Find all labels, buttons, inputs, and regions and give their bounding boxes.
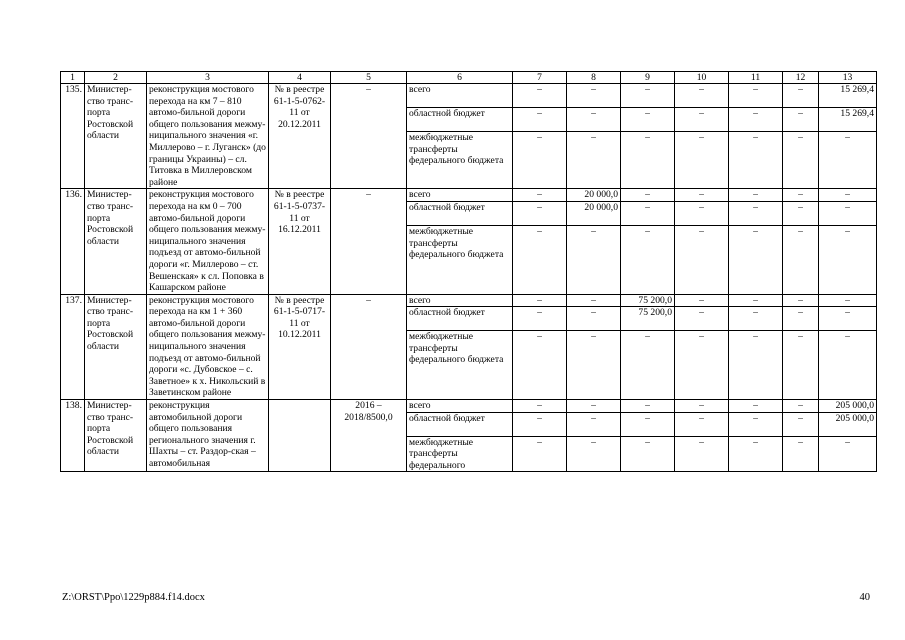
funding-source-label: областной бюджет xyxy=(407,108,513,132)
amount-cell: 75 200,0 xyxy=(621,294,675,307)
funding-source-label: межбюджетные трансферты федерального бюджета xyxy=(407,225,513,294)
amount-cell: – xyxy=(819,201,877,225)
row-registry: № в реестре 61-1-5-0762-11 от 20.12.2011 xyxy=(269,84,331,189)
row-organization: Министер-ство транс-порта Ростовской области xyxy=(85,84,147,189)
row-description: реконструкция автомобильной дороги общего пользования регионального значения г. Шахты – ст. Раздор-ская – автомобильная xyxy=(147,400,269,472)
amount-cell: – xyxy=(729,225,783,294)
amount-cell: – xyxy=(675,84,729,108)
column-header: 4 xyxy=(269,72,331,84)
amount-cell: – xyxy=(675,201,729,225)
column-header: 3 xyxy=(147,72,269,84)
amount-cell: – xyxy=(567,132,621,189)
amount-cell: – xyxy=(621,132,675,189)
amount-cell: – xyxy=(729,400,783,413)
amount-cell: 205 000,0 xyxy=(819,412,877,436)
column-header: 5 xyxy=(331,72,407,84)
amount-cell: – xyxy=(621,84,675,108)
amount-cell: – xyxy=(621,201,675,225)
table-row xyxy=(61,294,877,307)
amount-cell: – xyxy=(729,189,783,202)
amount-cell: 20 000,0 xyxy=(567,201,621,225)
amount-cell: – xyxy=(513,331,567,400)
row-registry: № в реестре 61-1-5-0717-11 от 10.12.2011 xyxy=(269,294,331,399)
funding-source-label: всего xyxy=(407,400,513,413)
amount-cell: 75 200,0 xyxy=(621,307,675,331)
amount-cell: – xyxy=(621,108,675,132)
column-header: 2 xyxy=(85,72,147,84)
funding-source-label: всего xyxy=(407,84,513,108)
row-period: – xyxy=(331,294,407,399)
funding-source-label: областной бюджет xyxy=(407,412,513,436)
amount-cell: – xyxy=(567,108,621,132)
amount-cell: – xyxy=(675,108,729,132)
column-header: 12 xyxy=(783,72,819,84)
amount-cell: – xyxy=(621,331,675,400)
amount-cell: – xyxy=(783,201,819,225)
funding-source-label: межбюджетные трансферты федерального бюджета xyxy=(407,132,513,189)
column-header: 7 xyxy=(513,72,567,84)
amount-cell: – xyxy=(675,400,729,413)
amount-cell: – xyxy=(513,108,567,132)
amount-cell: – xyxy=(819,132,877,189)
amount-cell: – xyxy=(621,412,675,436)
amount-cell: – xyxy=(567,294,621,307)
column-header: 11 xyxy=(729,72,783,84)
amount-cell: – xyxy=(675,436,729,472)
amount-cell: – xyxy=(783,412,819,436)
footer-file-path: Z:\ORST\Ppo\1229p884.f14.docx xyxy=(62,592,205,603)
table-row xyxy=(61,400,877,413)
amount-cell: – xyxy=(819,436,877,472)
amount-cell: – xyxy=(783,294,819,307)
amount-cell: – xyxy=(729,108,783,132)
amount-cell: – xyxy=(729,436,783,472)
amount-cell: – xyxy=(783,189,819,202)
amount-cell: – xyxy=(729,201,783,225)
column-header: 10 xyxy=(675,72,729,84)
row-description: реконструкция мостового перехода на км 0 – 700 автомо-бильной дороги общего пользования межму-ниципального значения подъезд от автомо-бильной дороги «г. Миллерово – ст. Вешенская» к сл. Поповка в Кашарском районе xyxy=(147,189,269,294)
amount-cell: – xyxy=(513,307,567,331)
amount-cell: – xyxy=(567,436,621,472)
amount-cell: – xyxy=(819,294,877,307)
funding-source-label: межбюджетные трансферты федерального бюджета xyxy=(407,331,513,400)
budget-table xyxy=(60,71,877,472)
table-row xyxy=(61,189,877,202)
amount-cell: – xyxy=(729,294,783,307)
amount-cell: – xyxy=(567,84,621,108)
column-header: 9 xyxy=(621,72,675,84)
amount-cell: – xyxy=(567,307,621,331)
footer-page-number: 40 xyxy=(859,592,870,603)
funding-source-label: межбюджетные трансферты федерального xyxy=(407,436,513,472)
amount-cell: – xyxy=(675,412,729,436)
column-header: 13 xyxy=(819,72,877,84)
amount-cell: – xyxy=(819,225,877,294)
row-organization: Министер-ство транс-порта Ростовской области xyxy=(85,294,147,399)
amount-cell: 15 269,4 xyxy=(819,108,877,132)
row-number: 135. xyxy=(61,84,85,189)
amount-cell: – xyxy=(783,132,819,189)
row-number: 138. xyxy=(61,400,85,472)
amount-cell: – xyxy=(675,225,729,294)
amount-cell: – xyxy=(819,189,877,202)
row-period: – xyxy=(331,84,407,189)
funding-source-label: областной бюджет xyxy=(407,201,513,225)
amount-cell: – xyxy=(783,331,819,400)
amount-cell: – xyxy=(621,436,675,472)
amount-cell: – xyxy=(819,331,877,400)
amount-cell: – xyxy=(513,84,567,108)
table-row xyxy=(61,84,877,108)
row-registry: № в реестре 61-1-5-0737-11 от 16.12.2011 xyxy=(269,189,331,294)
amount-cell: – xyxy=(783,84,819,108)
amount-cell: – xyxy=(567,331,621,400)
amount-cell: – xyxy=(675,189,729,202)
row-number: 137. xyxy=(61,294,85,399)
amount-cell: – xyxy=(621,189,675,202)
amount-cell: – xyxy=(513,294,567,307)
column-header: 8 xyxy=(567,72,621,84)
amount-cell: – xyxy=(675,331,729,400)
row-registry xyxy=(269,400,331,472)
row-organization: Министер-ство транс-порта Ростовской области xyxy=(85,400,147,472)
amount-cell: – xyxy=(567,412,621,436)
amount-cell: – xyxy=(783,400,819,413)
amount-cell: – xyxy=(513,412,567,436)
amount-cell: – xyxy=(513,225,567,294)
amount-cell: – xyxy=(783,108,819,132)
row-period: 2016 – 2018/8500,0 xyxy=(331,400,407,472)
row-period: – xyxy=(331,189,407,294)
amount-cell: – xyxy=(783,225,819,294)
amount-cell: – xyxy=(783,307,819,331)
amount-cell: – xyxy=(513,189,567,202)
row-description: реконструкция мостового перехода на км 7 – 810 автомо-бильной дороги общего пользования межму-ниципального значения «г. Миллерово – г. Луганск» (до границы Украины) – сл. Титовка в Миллеровском районе xyxy=(147,84,269,189)
amount-cell: – xyxy=(729,307,783,331)
amount-cell: – xyxy=(729,412,783,436)
amount-cell: – xyxy=(513,201,567,225)
amount-cell: – xyxy=(675,294,729,307)
amount-cell: – xyxy=(621,400,675,413)
amount-cell: – xyxy=(567,400,621,413)
funding-source-label: областной бюджет xyxy=(407,307,513,331)
amount-cell: 15 269,4 xyxy=(819,84,877,108)
column-number-header xyxy=(61,72,877,84)
amount-cell: 205 000,0 xyxy=(819,400,877,413)
amount-cell: 20 000,0 xyxy=(567,189,621,202)
amount-cell: – xyxy=(729,331,783,400)
column-header: 6 xyxy=(407,72,513,84)
amount-cell: – xyxy=(729,132,783,189)
row-description: реконструкция мостового перехода на км 1 + 360 автомо-бильной дороги общего пользования межму-ниципального значения подъезд от автомо-бильной дороги «с. Дубовское – с. Заветное» к х. Никольский в Заветинском районе xyxy=(147,294,269,399)
amount-cell: – xyxy=(783,436,819,472)
amount-cell: – xyxy=(819,307,877,331)
funding-source-label: всего xyxy=(407,294,513,307)
column-header: 1 xyxy=(61,72,85,84)
row-number: 136. xyxy=(61,189,85,294)
funding-source-label: всего xyxy=(407,189,513,202)
amount-cell: – xyxy=(513,436,567,472)
amount-cell: – xyxy=(675,307,729,331)
amount-cell: – xyxy=(513,400,567,413)
amount-cell: – xyxy=(621,225,675,294)
amount-cell: – xyxy=(729,84,783,108)
amount-cell: – xyxy=(675,132,729,189)
row-organization: Министер-ство транс-порта Ростовской области xyxy=(85,189,147,294)
amount-cell: – xyxy=(513,132,567,189)
amount-cell: – xyxy=(567,225,621,294)
